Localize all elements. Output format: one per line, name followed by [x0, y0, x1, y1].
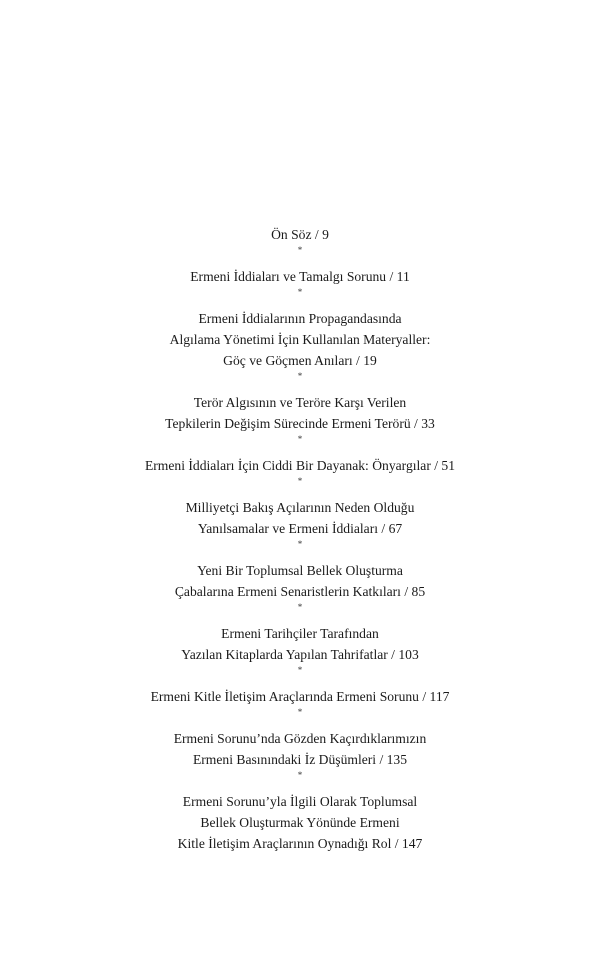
table-of-contents	[0, 224, 600, 854]
toc-entry	[0, 623, 600, 665]
toc-separator-asterisk: *	[297, 245, 303, 255]
toc-entry-line: Milliyetçi Bakış Açılarının Neden Olduğu	[185, 500, 415, 515]
toc-entry-line: Ermeni Basınındaki İz Düşümleri / 135	[192, 752, 408, 767]
toc-entry-line: Kitle İletişim Araçlarının Oynadığı Rol / 147	[177, 836, 423, 851]
toc-entry	[0, 497, 600, 539]
toc-separator-asterisk: *	[297, 371, 303, 381]
toc-entry	[0, 224, 600, 245]
toc-entry-line: Ermeni Tarihçiler Tarafından	[221, 626, 379, 641]
toc-entry-line: Yanılsamalar ve Ermeni İddiaları / 67	[197, 521, 403, 536]
toc-separator-asterisk: *	[297, 707, 303, 717]
toc-entry-line: Ermeni İddiaları İçin Ciddi Bir Dayanak: Önyargılar / 51	[144, 458, 456, 473]
toc-entry	[0, 455, 600, 476]
toc-separator-asterisk: *	[297, 287, 303, 297]
toc-entry-line: Çabalarına Ermeni Senaristlerin Katkıları / 85	[174, 584, 426, 599]
toc-entry-line: Bellek Oluşturmak Yönünde Ermeni	[200, 815, 400, 830]
toc-entry-line: Terör Algısının ve Teröre Karşı Verilen	[193, 395, 407, 410]
toc-entry-line: Ermeni İddialarının Propagandasında	[198, 311, 402, 326]
toc-entry-line: Ermeni Sorunu’yla İlgili Olarak Toplumsal	[182, 794, 418, 809]
toc-entry	[0, 392, 600, 434]
toc-entry-line: Yeni Bir Toplumsal Bellek Oluşturma	[197, 563, 403, 578]
toc-entry-line: Yazılan Kitaplarda Yapılan Tahrifatlar / 103	[181, 647, 419, 662]
toc-entry-line: Ermeni İddiaları ve Tamalgı Sorunu / 11	[190, 269, 410, 284]
toc-entry-line: Ermeni Kitle İletişim Araçlarında Ermeni Sorunu / 117	[150, 689, 450, 704]
toc-entry	[0, 686, 600, 707]
toc-entry	[0, 791, 600, 854]
toc-entry-line: Göç ve Göçmen Anıları / 19	[223, 353, 377, 368]
toc-separator-asterisk: *	[297, 602, 303, 612]
toc-entry-line: Tepkilerin Değişim Sürecinde Ermeni Terörü / 33	[165, 416, 435, 431]
toc-separator-asterisk: *	[297, 476, 303, 486]
toc-separator-asterisk: *	[297, 434, 303, 444]
toc-separator-asterisk: *	[297, 539, 303, 549]
toc-entry	[0, 560, 600, 602]
toc-entry	[0, 728, 600, 770]
toc-entry-line: Algılama Yönetimi İçin Kullanılan Materyaller:	[169, 332, 431, 347]
toc-separator-asterisk: *	[297, 665, 303, 675]
toc-separator-asterisk: *	[297, 770, 303, 780]
toc-entry-line: Ön Söz / 9	[271, 227, 329, 242]
toc-entry-line: Ermeni Sorunu’nda Gözden Kaçırdıklarımızın	[173, 731, 427, 746]
toc-entry	[0, 266, 600, 287]
toc-entry	[0, 308, 600, 371]
